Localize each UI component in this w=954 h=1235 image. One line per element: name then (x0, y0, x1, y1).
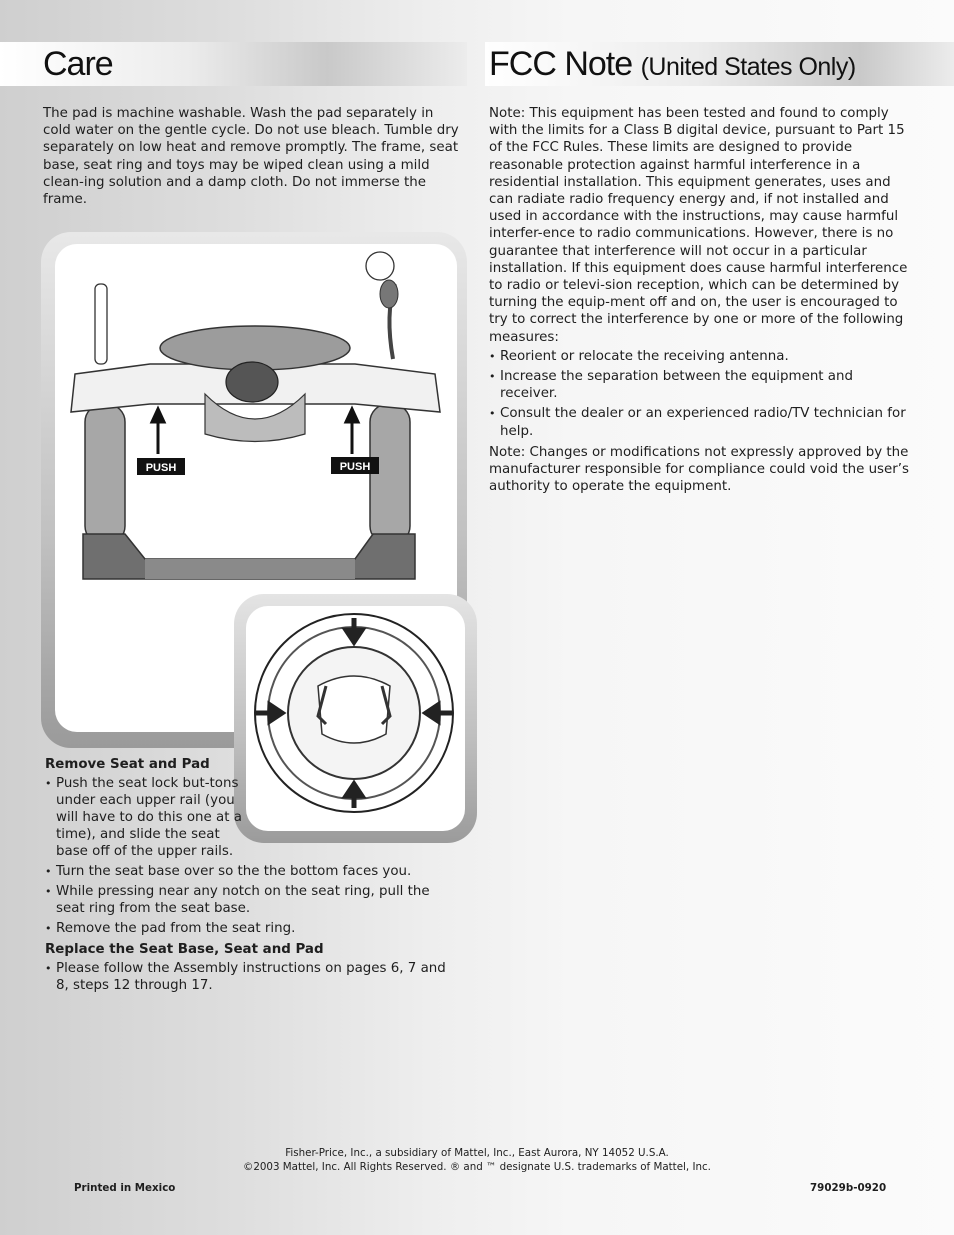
list-item: • Reorient or relocate the receiving antenna. (489, 348, 914, 365)
fcc-subtitle: (United States Only) (640, 53, 856, 81)
list-item: • Remove the pad from the seat ring. (45, 920, 460, 937)
footer-copyright: ©2003 Mattel, Inc. All Rights Reserved. ® and ™ designate U.S. trademarks of Mattel, Inc. (243, 1161, 711, 1173)
fcc-note-2: Note: Changes or modifications not expressly approved by the manufacturer responsible for compliance could void the user’s authority to operate the equipment. (489, 444, 910, 495)
care-heading: Care (0, 42, 467, 86)
replace-heading: Replace the Seat Base, Seat and Pad (45, 942, 324, 957)
printed-in: Printed in Mexico (74, 1182, 176, 1194)
fcc-note-1: Note: This equipment has been tested and found to comply with the limits for a Class B digital device, pursuant to Part 15 of the FCC Rules. These limits are designed to provide reasonable protection against harmful interference in a residential installation. This equipment generates, uses and can radiate radio frequency energy and, if not installed and used in accordance with the instructions, may cause harmful interfer-ence to radio communications. However, there is no guarantee that interference will not occur in a particular installation. If this equipment does cause harmful interference to radio or televi-sion reception, which can be determined by turning the equip-ment off and on, the user is encouraged to try to correct the interference by one or more of the following measures: (489, 106, 908, 345)
list-item: • Please follow the Assembly instructions on pages 6, 7 and 8, steps 12 through 17. (45, 960, 460, 994)
part-number: 79029b-0920 (810, 1182, 887, 1194)
list-item: • Consult the dealer or an experienced radio/TV technician for help. (489, 405, 914, 439)
fcc-heading: FCC Note (United States Only) (485, 42, 954, 86)
list-item: • Push the seat lock but-tons under each upper rail (you will have to do this one at a time), and slide the seat base off of the upper rails. (45, 775, 460, 860)
fcc-measures (489, 348, 914, 440)
footer-company: Fisher-Price, Inc., a subsidiary of Mattel, Inc., East Aurora, NY 14052 U.S.A. (285, 1147, 669, 1159)
care-paragraph: The pad is machine washable. Wash the pad separately in cold water on the gentle cycle. Do not use bleach. Tumble dry separately on low heat and remove promptly. The frame, seat base, seat ring and toys may be wiped clean using a mild clean-ing solution and a damp cloth. Do not immerse the frame. (43, 106, 459, 208)
replace-steps (45, 960, 460, 994)
remove-steps (45, 775, 460, 937)
list-item: • Increase the separation between the equipment and receiver. (489, 368, 914, 402)
push-label-left: PUSH (145, 462, 177, 474)
remove-heading: Remove Seat and Pad (45, 757, 210, 772)
fcc-section (489, 105, 914, 495)
care-section (43, 105, 463, 208)
list-item: • While pressing near any notch on the seat ring, pull the seat ring from the seat base. (45, 883, 460, 917)
remove-replace-instructions (45, 756, 460, 998)
push-label-right: PUSH (339, 461, 371, 473)
list-item: • Turn the seat base over so the the bottom faces you. (45, 863, 460, 880)
